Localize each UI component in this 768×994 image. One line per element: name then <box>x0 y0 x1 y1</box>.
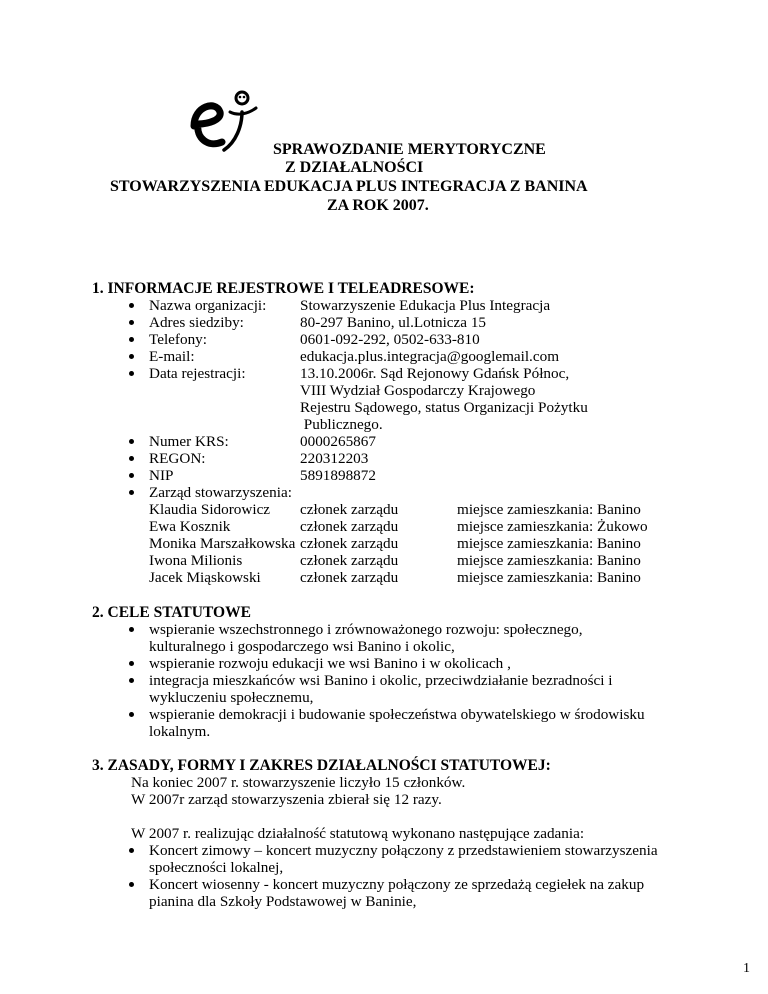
goal-item: lokalnym. <box>149 723 211 740</box>
task-item: Koncert zimowy – koncert muzyczny połączony z przedstawieniem stowarzyszenia <box>149 842 658 859</box>
board-member-residence: miejsce zamieszkania: Banino <box>457 535 641 552</box>
bullet <box>129 320 134 325</box>
title-line-3: STOWARZYSZENIA EDUKACJA PLUS INTEGRACJA Z BANINA <box>110 178 588 195</box>
board-member-name: Ewa Kosznik <box>149 518 231 535</box>
info-label: Nazwa organizacji: <box>149 297 267 314</box>
bullet <box>129 371 134 376</box>
info-value: Publicznego. <box>300 416 383 433</box>
title-line-4: ZA ROK 2007. <box>327 197 429 214</box>
info-label: Numer KRS: <box>149 433 229 450</box>
board-member-residence: miejsce zamieszkania: Banino <box>457 552 641 569</box>
board-member-name: Monika Marszałkowska <box>149 535 296 552</box>
board-member-role: członek zarządu <box>300 518 399 535</box>
bullet <box>129 473 134 478</box>
info-value: 0000265867 <box>300 433 376 450</box>
goal-item: wykluczeniu społecznemu, <box>149 689 314 706</box>
goal-item: integracja mieszkańców wsi Banino i okolic, przeciwdziałanie bezradności i <box>149 672 613 689</box>
bullet <box>129 712 134 717</box>
info-value: Stowarzyszenie Edukacja Plus Integracja <box>300 297 551 314</box>
bullet <box>129 848 134 853</box>
board-member-residence: miejsce zamieszkania: Żukowo <box>457 518 648 535</box>
bullet <box>129 354 134 359</box>
board-member-residence: miejsce zamieszkania: Banino <box>457 501 641 518</box>
info-value: 13.10.2006r. Sąd Rejonowy Gdańsk Północ, <box>300 365 570 382</box>
info-label: Zarząd stowarzyszenia: <box>149 484 292 501</box>
info-label: REGON: <box>149 450 206 467</box>
task-item: Koncert wiosenny - koncert muzyczny połączony ze sprzedażą cegiełek na zakup <box>149 876 645 893</box>
email-link[interactable]: edukacja.plus.integracja@googlemail.com <box>300 348 560 365</box>
info-value: 220312203 <box>300 450 369 467</box>
paragraph-line: W 2007 r. realizując działalność statutową wykonano następujące zadania: <box>131 825 585 842</box>
bullet <box>129 337 134 342</box>
info-value: Rejestru Sądowego, status Organizacji Pożytku <box>300 399 588 416</box>
bullet <box>129 490 134 495</box>
bullet <box>129 456 134 461</box>
bullet <box>129 882 134 887</box>
board-member-name: Jacek Miąskowski <box>149 569 261 586</box>
info-value: 5891898872 <box>300 467 376 484</box>
info-value: 0601-092-292, 0502-633-810 <box>300 331 480 348</box>
info-value: VIII Wydział Gospodarczy Krajowego <box>300 382 536 399</box>
bullet <box>129 627 134 632</box>
goal-item: wspieranie wszechstronnego i zrównoważonego rozwoju: społecznego, <box>149 621 583 638</box>
section-3-heading: 3. ZASADY, FORMY I ZAKRES DZIAŁALNOŚCI STATUTOWEJ: <box>92 757 551 774</box>
board-member-role: członek zarządu <box>300 569 399 586</box>
bullet <box>129 303 134 308</box>
info-value: 80-297 Banino, ul.Lotnicza 15 <box>300 314 487 331</box>
title-line-2: Z DZIAŁALNOŚCI <box>285 159 424 176</box>
board-member-name: Iwona Milionis <box>149 552 243 569</box>
task-item: pianina dla Szkoły Podstawowej w Baninie, <box>149 893 417 910</box>
info-label: Adres siedziby: <box>149 314 244 331</box>
info-label: Telefony: <box>149 331 207 348</box>
board-member-role: członek zarządu <box>300 501 399 518</box>
task-item: społeczności lokalnej, <box>149 859 284 876</box>
goal-item: wspieranie demokracji i budowanie społeczeństwa obywatelskiego w środowisku <box>149 706 645 723</box>
board-member-role: członek zarządu <box>300 552 399 569</box>
organization-logo <box>186 86 266 156</box>
title-line-1: SPRAWOZDANIE MERYTORYCZNE <box>273 141 546 158</box>
page-number: 1 <box>743 961 750 976</box>
bullet <box>129 439 134 444</box>
section-1-heading: 1. INFORMACJE REJESTROWE I TELEADRESOWE: <box>92 280 475 297</box>
bullet <box>129 678 134 683</box>
goal-item: kulturalnego i gospodarczego wsi Banino i okolic, <box>149 638 455 655</box>
section-2-heading: 2. CELE STATUTOWE <box>92 604 251 621</box>
paragraph-line: W 2007r zarząd stowarzyszenia zbierał się 12 razy. <box>131 791 442 808</box>
board-member-role: członek zarządu <box>300 535 399 552</box>
board-member-name: Klaudia Sidorowicz <box>149 501 271 518</box>
info-label: Data rejestracji: <box>149 365 246 382</box>
board-member-residence: miejsce zamieszkania: Banino <box>457 569 641 586</box>
paragraph-line: Na koniec 2007 r. stowarzyszenie liczyło 15 członków. <box>131 774 466 791</box>
info-label: E-mail: <box>149 348 195 365</box>
bullet <box>129 661 134 666</box>
goal-item: wspieranie rozwoju edukacji we wsi Banino i w okolicach , <box>149 655 511 672</box>
info-label: NIP <box>149 467 174 484</box>
